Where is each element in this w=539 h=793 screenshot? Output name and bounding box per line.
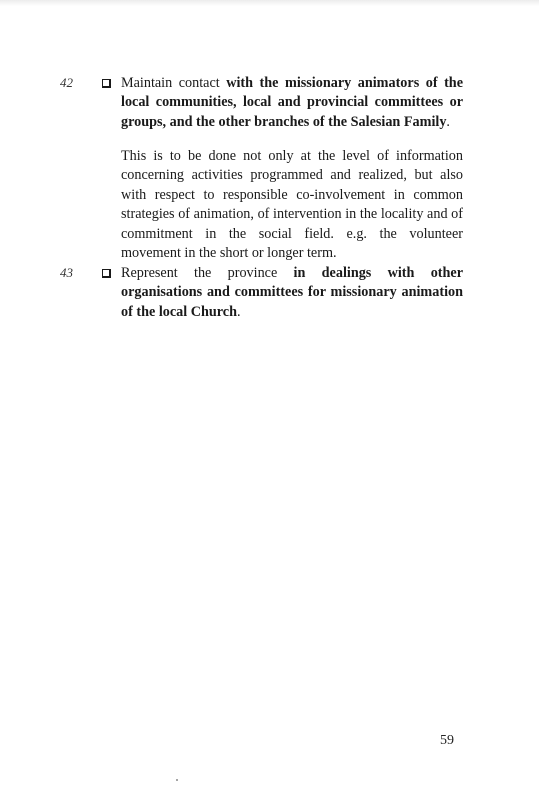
item-statement [121,74,463,132]
statement-tail: . [237,303,241,320]
item-statement [121,264,463,322]
statement-emphasis: with the missionary animators of the local communities, local and provincial committees or groups, and the other branches of the Salesian Family [121,75,463,130]
item-number: 43 [60,265,73,280]
statement-lead: Represent the province [121,265,294,281]
statement-tail: . [446,113,450,130]
statement-lead: Maintain contact [121,75,227,91]
checkbox-icon [102,269,111,278]
page-number: 59 [440,733,454,748]
item-number: 42 [60,75,73,90]
item-detail: This is to be done not only at the level of information concerning activities programmed and realized, but also with respect to responsible co-involvement in common strategies of animation, of intervention in the locality and of commitment in the social field. e.g. the volunteer movement in the short or longer term. [121,148,463,262]
page-top-edge [0,0,539,6]
statement-emphasis: in dealings with other organisations and committees for missionary animation of the local Church [121,265,463,320]
checkbox-icon [102,79,111,88]
scan-speck [176,779,178,781]
